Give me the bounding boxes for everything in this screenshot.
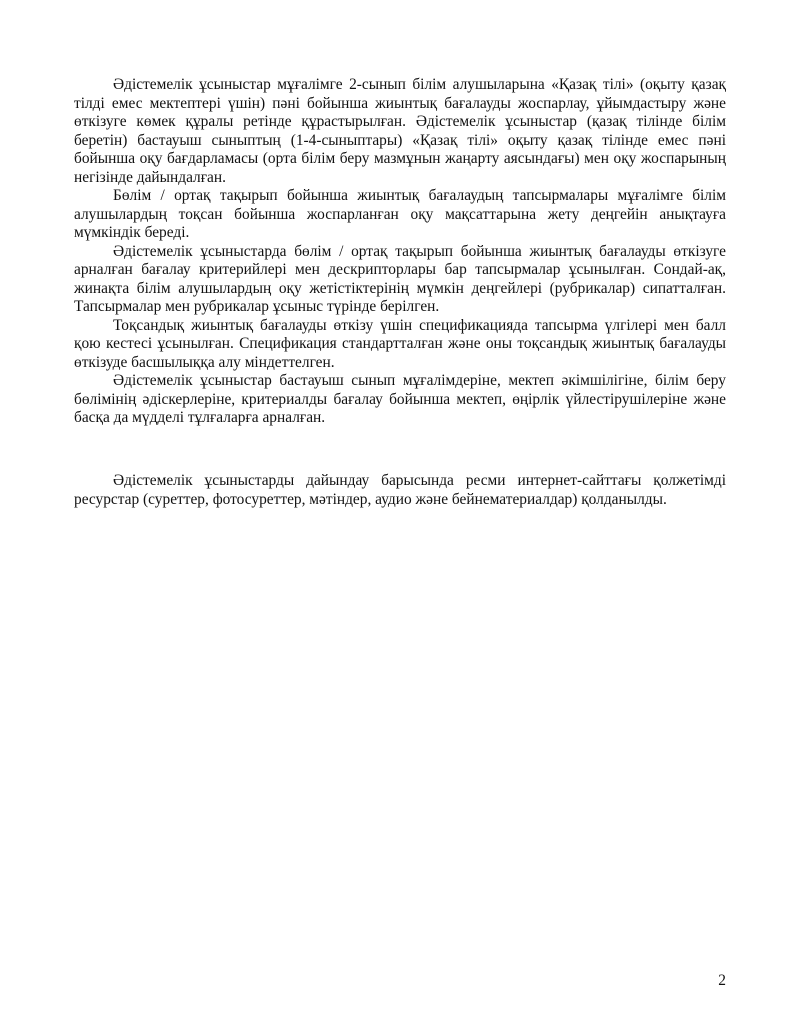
- paragraph-specification: Тоқсандық жиынтық бағалауды өткізу үшін спецификацияда тапсырма үлгілері мен балл қою кестесі ұсынылған. Спецификация стандартталған және оны тоқсандық жиынтық бағалауды өткізуде басшылыққа алу міндеттелген.: [74, 316, 726, 371]
- paragraph-audience: Әдістемелік ұсыныстар бастауыш сынып мұғалімдеріне, мектеп әкімшілігіне, білім беру бөлімінің әдіскерлеріне, критериалды бағалау бойынша мектеп, өңірлік үйлестірушілеріне және басқа да мүдделі тұлғаларға арналған.: [74, 372, 726, 426]
- paragraph-tasks: Бөлім / ортақ тақырып бойынша жиынтық бағалаудың тапсырмалары мұғалімге білім алушылардың тоқсан бойынша жоспарланған оқу мақсаттарына жету деңгейін анықтауға мүмкіндік береді.: [74, 187, 726, 241]
- paragraph-purpose: Әдістемелік ұсыныстар мұғалімге 2-сынып білім алушыларына «Қазақ тілі» (оқыту қазақ тілді емес мектептері үшін) пәні бойынша жиынтық бағалауды жоспарлау, ұйымдастыру және өткізуге көмек құралы ретінде құрастырылған. Әдістемелік ұсыныстар (қазақ тілінде білім беретін) бастауыш сыныптың (1-4-сыныптары) «Қазақ тілі» оқыту қазақ тілінде емес пәні бойынша оқу бағдарламасы (орта білім беру мазмұнын жаңарту аясындағы) мен оқу жоспарының негізінде дайындалған.: [74, 76, 726, 186]
- resources-note: Әдістемелік ұсыныстарды дайындау барысында ресми интернет-сайттағы қолжетімді ресурстар (суреттер, фотосуреттер, мәтіндер, аудио және бейнематериалдар) қолданылды.: [74, 472, 726, 508]
- main-text-block: [74, 76, 726, 428]
- paragraph-criteria: Әдістемелік ұсыныстарда бөлім / ортақ тақырып бойынша жиынтық бағалауды өткізуге арналған бағалау критерийлері мен дескрипторлары бар тапсырмалар ұсынылған. Сондай-ақ, жинақта білім алушылардың оқу жетістіктерінің мүмкін деңгейлері (рубрикалар) сипатталған. Тапсырмалар мен рубрикалар ұсыныс түрінде берілген.: [74, 242, 726, 315]
- resources-note-block: [74, 472, 726, 509]
- page-number: 2: [718, 972, 726, 989]
